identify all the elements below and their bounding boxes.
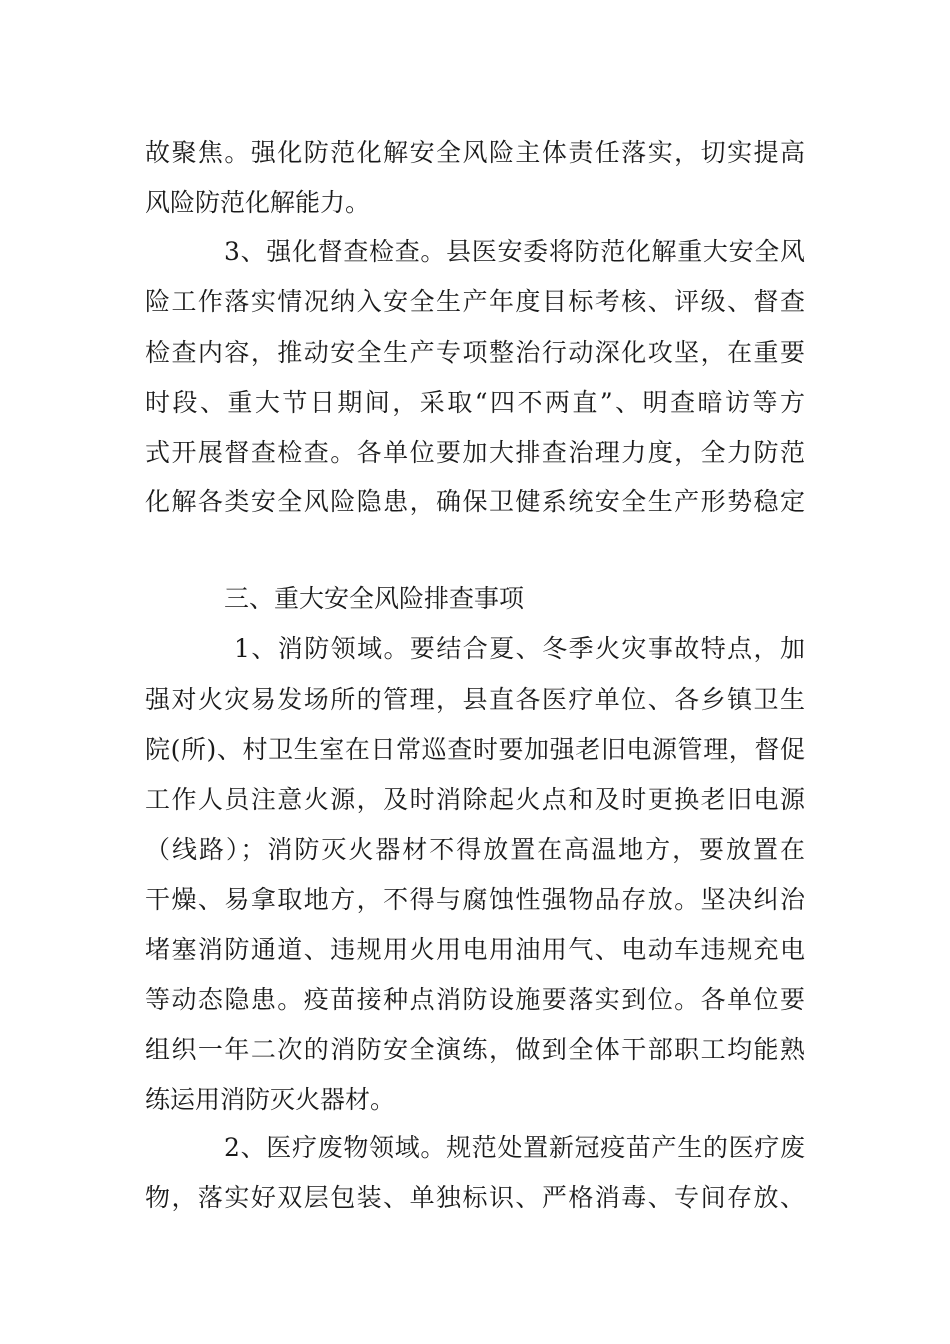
- text-line: 时段、重大节日期间，采取“四不两直”、明查暗访等方: [145, 388, 805, 417]
- text-line: 工作人员注意火源，及时消除起火点和及时更换老旧电源: [145, 785, 805, 814]
- text-line: 练运用消防灭火器材。: [145, 1085, 396, 1114]
- paragraph-heading-2: 2、医疗废物领域。规范处置新冠疫苗产生的医疗废: [224, 1133, 805, 1162]
- paragraph-heading-3: 3、强化督查检查。县医安委将防范化解重大安全风: [224, 237, 805, 266]
- text-line: 组织一年二次的消防安全演练，做到全体干部职工均能熟: [145, 1035, 805, 1064]
- text-line: 故聚焦。强化防范化解安全风险主体责任落实，切实提高: [145, 138, 805, 167]
- text-line: 检查内容，推动安全生产专项整治行动深化攻坚，在重要: [145, 338, 805, 367]
- text-line: 风险防范化解能力。: [145, 188, 371, 217]
- text-line: 化解各类安全风险隐患，确保卫健系统安全生产形势稳定: [145, 487, 805, 516]
- text-line: 强对火灾易发场所的管理，县直各医疗单位、各乡镇卫生: [145, 685, 805, 714]
- text-line: 干燥、易拿取地方，不得与腐蚀性强物品存放。坚决纠治: [145, 885, 805, 914]
- paragraph-heading-1: 1、消防领域。要结合夏、冬季火灾事故特点，加: [234, 634, 805, 663]
- text-line: 堵塞消防通道、违规用火用电用油用气、电动车违规充电: [145, 935, 805, 964]
- text-line: 物，落实好双层包装、单独标识、严格消毒、专间存放、: [145, 1183, 805, 1212]
- text-line: 险工作落实情况纳入安全生产年度目标考核、评级、督查: [145, 287, 805, 316]
- text-line: 等动态隐患。疫苗接种点消防设施要落实到位。各单位要: [145, 985, 805, 1014]
- section-heading: 三、重大安全风险排查事项: [224, 584, 525, 613]
- text-line: （线路）；消防灭火器材不得放置在高温地方，要放置在: [145, 835, 805, 864]
- text-line: 院(所)、村卫生室在日常巡查时要加强老旧电源管理，督促: [145, 735, 805, 764]
- text-line: 式开展督查检查。各单位要加大排查治理力度，全力防范: [145, 438, 805, 467]
